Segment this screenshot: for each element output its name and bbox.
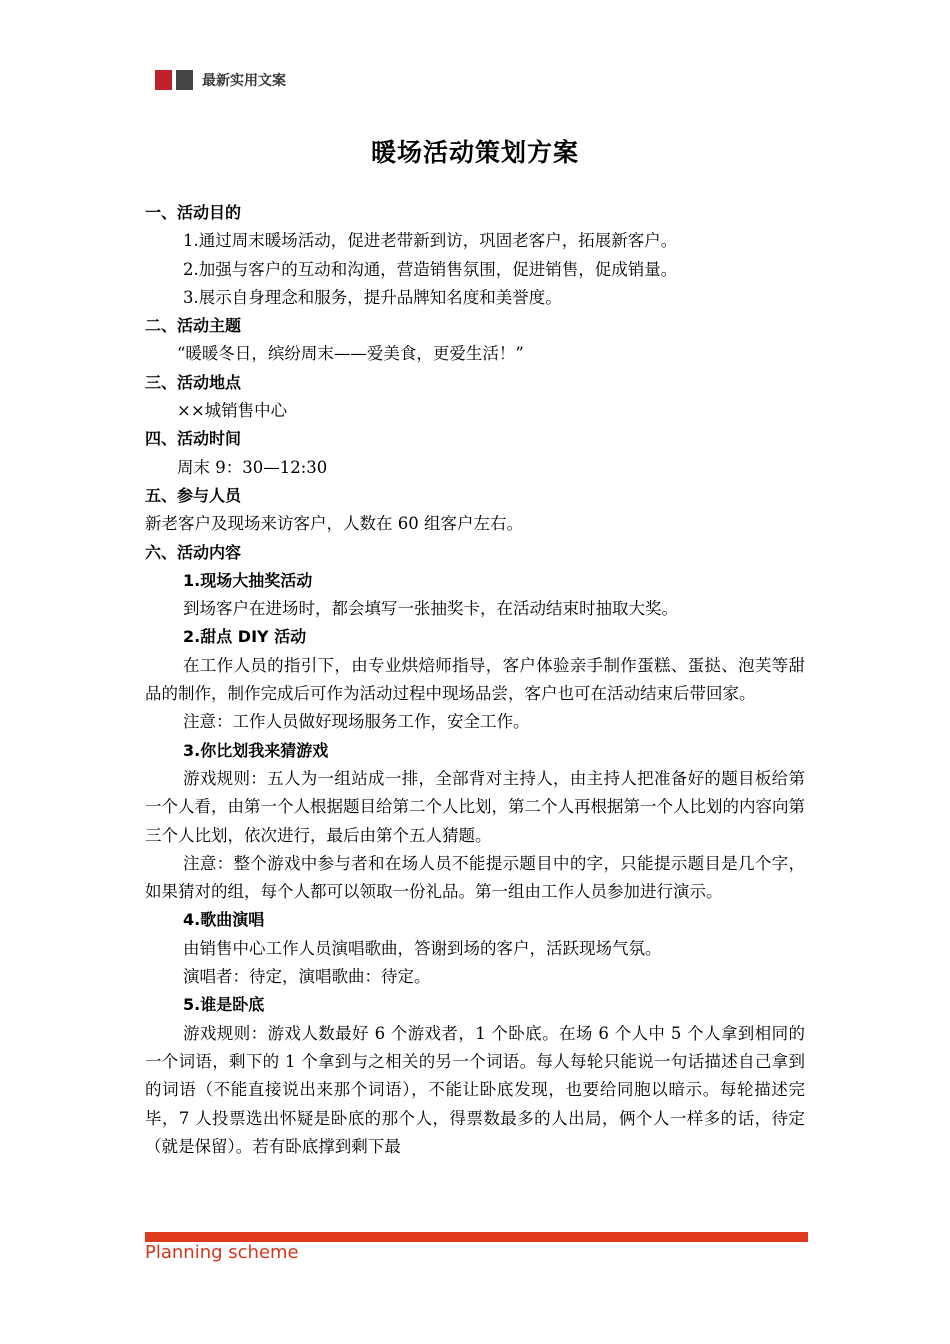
- paragraph: 到场客户在进场时，都会填写一张抽奖卡，在活动结束时抽取大奖。: [183, 599, 678, 619]
- section-heading: 三、活动地点: [145, 372, 242, 392]
- logo-red-square: [155, 70, 172, 90]
- section-heading: 一、活动目的: [145, 203, 242, 222]
- document-body: [145, 199, 805, 1161]
- section-heading: 二、活动主题: [145, 316, 242, 336]
- paragraph: 游戏规则：游戏人数最好 6 个游戏者，1 个卧底。在场 6 个人中 5 个人拿到相同的一个词语，剩下的 1 个拿到与之相关的另一个词语。每人每轮只能说一句话描述自己拿到的词语（不能直接说出来那个词语），不能让卧底发现，也要给同胞以暗示。每轮描述完毕，7 人投票选出怀疑是卧底的那个人，得票数最多的人出局，俩个人一样多的话，待定（就是保留）。若有卧底撑到剩下最: [145, 1023, 805, 1156]
- header-label: 最新实用文案: [202, 73, 286, 89]
- section-heading: 四、活动时间: [145, 429, 242, 449]
- list-item: 2.加强与客户的互动和沟通，营造销售氛围，促进销售，促成销量。: [183, 259, 678, 279]
- paragraph: 注意：工作人员做好现场服务工作，安全工作。: [183, 712, 530, 732]
- section-text: 周末 9：30—12:30: [177, 457, 328, 477]
- footer-bar: [145, 1232, 808, 1242]
- section-text: “暖暖冬日，缤纷周末——爱美食，更爱生活！”: [177, 344, 524, 364]
- paragraph: 游戏规则：五人为一组站成一排，全部背对主持人，由主持人把准备好的题目板给第一个人看，由第一个人根据题目给第二个人比划，第二个人再根据第一个人比划的内容向第三个人比划，依次进行，最后由第个五人猜题。: [145, 768, 805, 845]
- page-header: [155, 69, 286, 91]
- logo-gray-square: [176, 70, 193, 90]
- footer-label: Planning scheme: [145, 1242, 299, 1263]
- list-item: 1.通过周末暖场活动，促进老带新到访，巩固老客户，拓展新客户。: [183, 231, 678, 251]
- subsection-heading: 1.现场大抽奖活动: [183, 570, 313, 590]
- subsection-heading: 4.歌曲演唱: [183, 910, 265, 930]
- section-text: 新老客户及现场来访客户，人数在 60 组客户左右。: [145, 514, 523, 534]
- paragraph: 在工作人员的指引下，由专业烘焙师指导，客户体验亲手制作蛋糕、蛋挞、泡芙等甜品的制作，制作完成后可作为活动过程中现场品尝，客户也可在活动结束后带回家。: [145, 655, 805, 704]
- document-title: 暖场活动策划方案: [370, 138, 579, 167]
- section-heading: 六、活动内容: [145, 542, 242, 562]
- subsection-heading: 5.谁是卧底: [183, 995, 265, 1015]
- subsection-heading: 2.甜点 DIY 活动: [183, 627, 307, 647]
- subsection-heading: 3.你比划我来猜游戏: [183, 740, 329, 760]
- section-heading: 五、参与人员: [145, 485, 242, 505]
- paragraph: 由销售中心工作人员演唱歌曲，答谢到场的客户，活跃现场气氛。: [183, 938, 662, 958]
- section-text: ××城销售中心: [177, 401, 288, 421]
- paragraph: 演唱者：待定，演唱歌曲：待定。: [183, 967, 431, 987]
- paragraph: 注意：整个游戏中参与者和在场人员不能提示题目中的字，只能提示题目是几个字，如果猜对的组，每个人都可以领取一份礼品。第一组由工作人员参加进行演示。: [145, 853, 805, 902]
- list-item: 3.展示自身理念和服务，提升品牌知名度和美誉度。: [183, 287, 562, 307]
